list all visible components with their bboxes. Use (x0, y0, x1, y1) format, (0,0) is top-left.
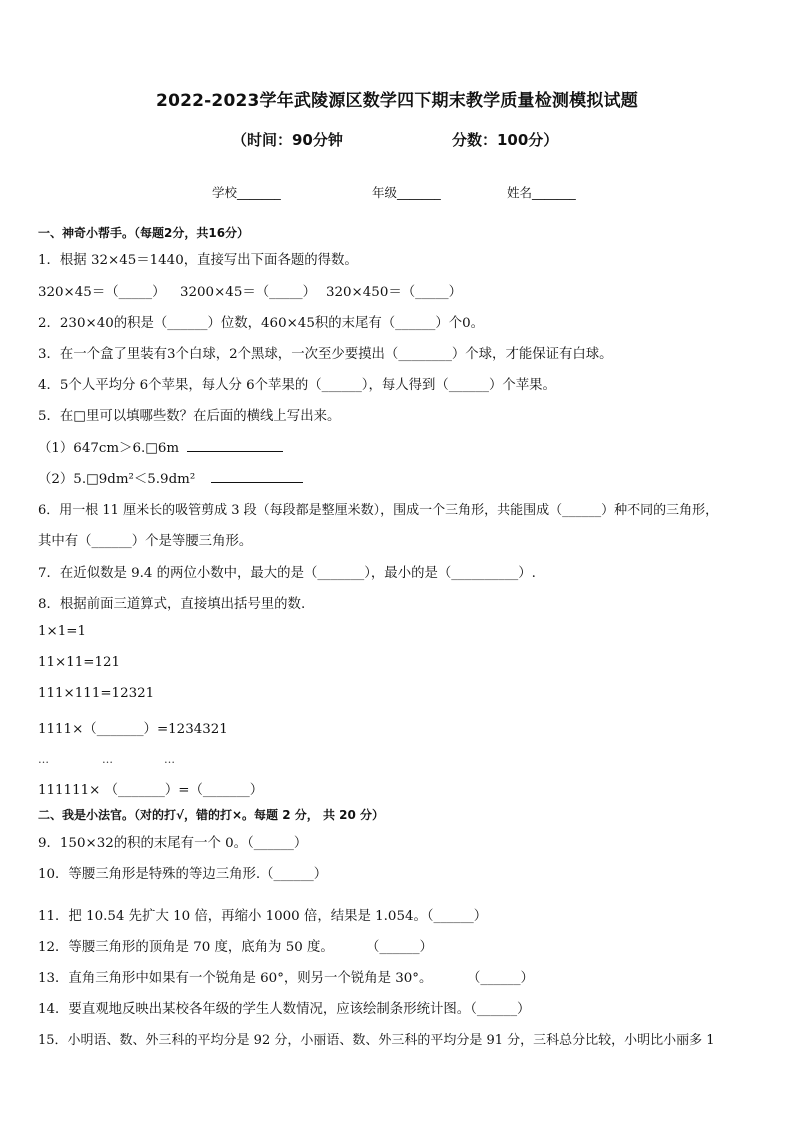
answer-12[interactable]: （______） (366, 940, 433, 955)
question-13: 13．直角三角形中如果有一个锐角是 60°，则另一个锐角是 30°。 (38, 971, 433, 986)
question-5b-text: （2）5.□9dm²＜5.9dm² (38, 472, 196, 487)
grade-field[interactable]: 年级_______ (372, 185, 441, 200)
ellipsis-2: … (102, 753, 113, 766)
question-5a-text: （1）647cm＞6.□6m (38, 441, 180, 456)
question-8-eq1: 1×1=1 (38, 624, 86, 639)
question-1: 1．根据 32×45＝1440，直接写出下面各题的得数。 (38, 253, 358, 268)
section2-heading: 二、我是小法官。（对的打√，错的打×。每题 2 分， 共 20 分） (38, 808, 384, 822)
question-4[interactable]: 4．5个人平均分 6个苹果，每人分 6个苹果的（______），每人得到（______）个苹果。 (38, 378, 556, 393)
question-5b[interactable] (38, 468, 303, 487)
question-2[interactable]: 2．230×40的积是（______）位数，460×45积的末尾有（______）个0。 (38, 316, 485, 331)
question-10[interactable]: 10．等腰三角形是特殊的等边三角形.（______） (38, 867, 328, 882)
question-6-line2[interactable]: 其中有（______）个是等腰三角形。 (38, 534, 253, 549)
question-5a[interactable] (38, 437, 283, 456)
question-8-eq3: 111×111=12321 (38, 686, 155, 701)
name-field[interactable]: 姓名_______ (507, 185, 576, 200)
question-6-line1[interactable]: 6．用一根 11 厘米长的吸管剪成 3 段（每段都是整厘米数），围成一个三角形，共能围成（______）种不同的三角形， (38, 503, 719, 518)
question-1c[interactable]: 320×450＝（_____） (326, 285, 462, 300)
school-field[interactable]: 学校_______ (212, 185, 281, 200)
answer-line-5a[interactable] (187, 438, 283, 452)
ellipsis-1: … (38, 753, 49, 766)
question-5: 5．在□里可以填哪些数？在后面的横线上写出来。 (38, 409, 341, 424)
question-8-eq4[interactable]: 1111×（_______）=1234321 (38, 722, 228, 737)
exam-score: 分数：100分） (452, 131, 559, 149)
question-8-eq5[interactable]: 111111× （_______）=（_______） (38, 783, 264, 798)
question-11[interactable]: 11．把 10.54 先扩大 10 倍，再缩小 1000 倍，结果是 1.054。（______） (38, 909, 488, 924)
question-14[interactable]: 14．要直观地反映出某校各年级的学生人数情况，应该绘制条形统计图。（______） (38, 1002, 531, 1017)
question-1b[interactable]: 3200×45＝（_____） (180, 285, 316, 300)
answer-13[interactable]: （______） (467, 971, 534, 986)
question-9[interactable]: 9．150×32的积的末尾有一个 0。（______） (38, 836, 308, 851)
question-12: 12．等腰三角形的顶角是 70 度，底角为 50 度。 (38, 940, 334, 955)
question-1a[interactable]: 320×45＝（_____） (38, 285, 166, 300)
ellipsis-3: … (164, 753, 175, 766)
question-3[interactable]: 3．在一个盒了里装有3个白球，2个黑球，一次至少要摸出（________）个球，才能保证有白球。 (38, 347, 613, 362)
question-8-eq2: 11×11=121 (38, 655, 121, 670)
section1-heading: 一、神奇小帮手。（每题2分，共16分） (38, 226, 250, 240)
page-title: 2022-2023学年武陵源区数学四下期末教学质量检测模拟试题 (156, 91, 638, 111)
answer-line-5b[interactable] (211, 469, 303, 483)
question-7[interactable]: 7．在近似数是 9.4 的两位小数中，最大的是（_______），最小的是（__________）. (38, 566, 536, 581)
question-8: 8．根据前面三道算式，直接填出括号里的数. (38, 597, 306, 612)
exam-time: （时间：90分钟 (232, 131, 343, 149)
question-15: 15．小明语、数、外三科的平均分是 92 分，小丽语、数、外三科的平均分是 91 分，三科总分比较，小明比小丽多 1 (38, 1033, 715, 1048)
